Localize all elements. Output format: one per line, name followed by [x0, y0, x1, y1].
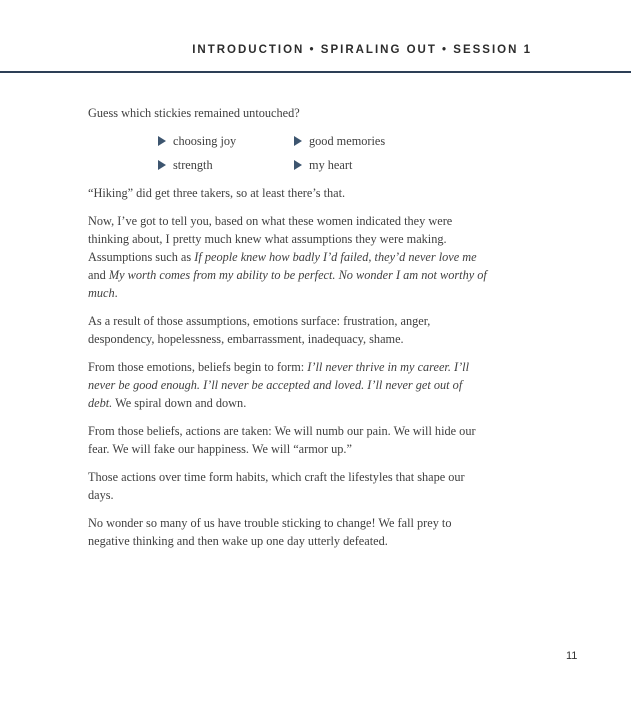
paragraph-habits: Those actions over time form habits, which craft the lifestyles that shape our days.: [88, 470, 465, 502]
bullet-label: good memories: [309, 134, 386, 148]
triangle-bullet-icon: [158, 136, 166, 146]
triangle-bullet-icon: [294, 160, 302, 170]
assumptions-and: and: [88, 268, 109, 282]
page-number: 11: [566, 650, 578, 662]
assumptions-lead: Now, I’ve got to tell you, based on what these women indicated they were thinking about, I pretty much knew what assumptions they were making. Assumptions such as: [88, 214, 453, 264]
page-body: [88, 104, 488, 560]
intro-question: Guess which stickies remained untouched?: [88, 106, 300, 120]
bullet-label: strength: [173, 158, 213, 172]
paragraph-emotions: As a result of those assumptions, emotions surface: frustration, anger, despondency, hopelessness, embarrassment, inadequacy, shame.: [88, 314, 431, 346]
assumptions-end: .: [114, 286, 118, 300]
bullet-label: my heart: [309, 158, 353, 172]
bullet-list: [158, 132, 488, 174]
paragraph-assumptions: [88, 212, 488, 302]
bullet-item: [294, 156, 444, 174]
header-rule: [0, 71, 631, 73]
assumption-quote-1: If people knew how badly I’d failed, they’d never love me: [194, 250, 477, 264]
paragraph-hiking: “Hiking” did get three takers, so at least there’s that.: [88, 186, 346, 200]
assumption-quote-2: My worth comes from my ability to be perfect. No wonder I am not worthy of much: [88, 268, 487, 300]
paragraph-actions: From those beliefs, actions are taken: We will numb our pain. We will hide our fear. We will fake our happiness. We will “armor up.”: [88, 424, 476, 456]
paragraph-wonder: No wonder so many of us have trouble sticking to change! We fall prey to negative thinking and then wake up one day utterly defeated.: [88, 516, 452, 548]
triangle-bullet-icon: [158, 160, 166, 170]
bullet-item: [158, 132, 294, 150]
beliefs-end: We spiral down and down.: [112, 396, 247, 410]
bullet-item: [294, 132, 444, 150]
bullet-label: choosing joy: [173, 134, 237, 148]
bullet-item: [158, 156, 294, 174]
beliefs-lead: From those emotions, beliefs begin to form:: [88, 360, 308, 374]
paragraph-beliefs: [88, 358, 488, 412]
running-header: INTRODUCTION • SPIRALING OUT • SESSION 1: [192, 44, 532, 56]
beliefs-quote: I’ll never thrive in my career. I’ll never be good enough. I’ll never be accepted and loved. I’ll never get out of debt.: [88, 360, 470, 410]
triangle-bullet-icon: [294, 136, 302, 146]
